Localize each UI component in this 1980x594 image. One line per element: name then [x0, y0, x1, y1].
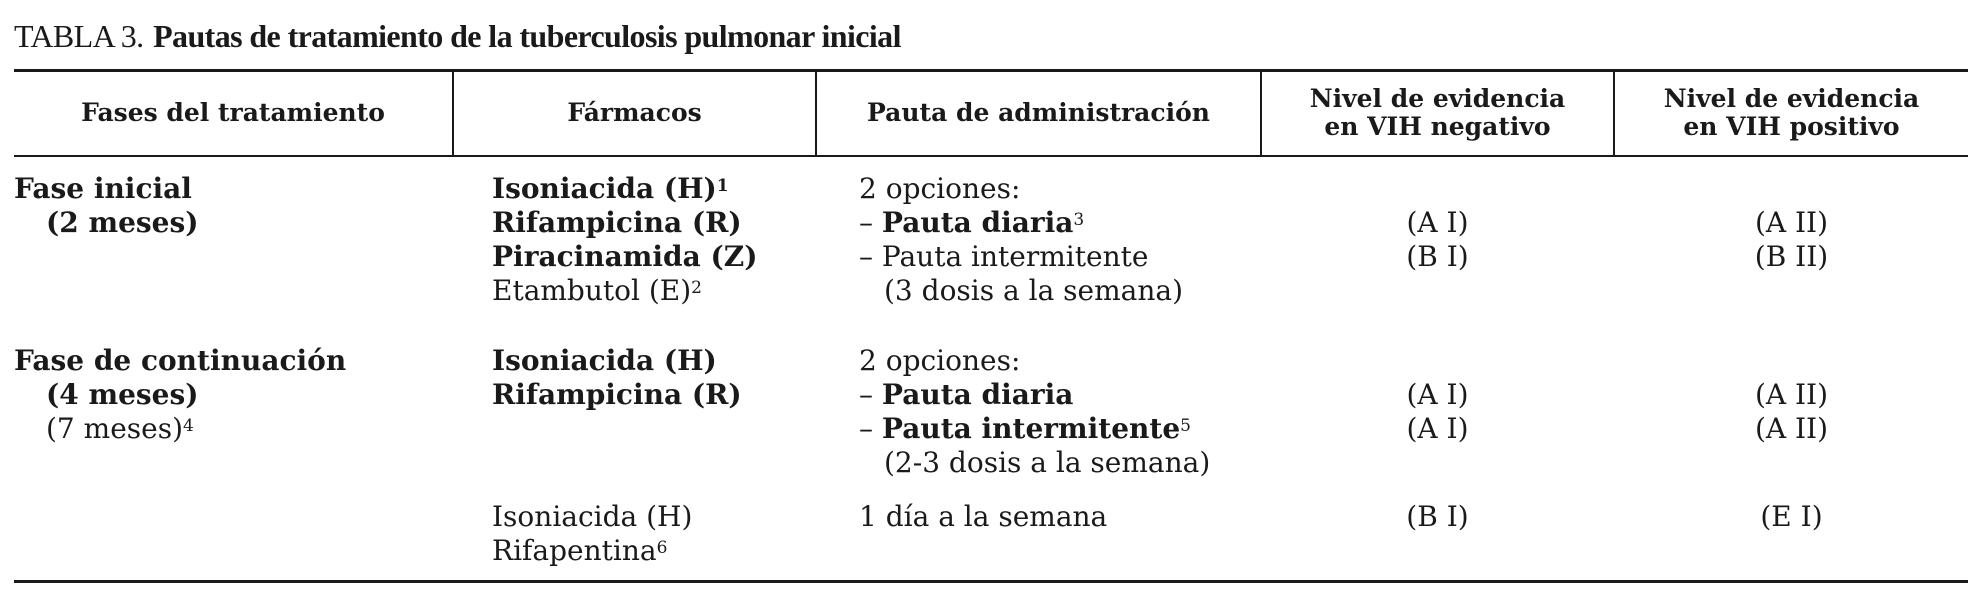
- initial-drug-isoniazid: Isoniacida $(H)^1$: [492, 172, 729, 205]
- header-hiv-negative-line2: en VIH negativo: [1324, 112, 1551, 141]
- initial-regimen-options: 2 opciones:: [859, 172, 1021, 205]
- header-drugs-label: Fármacos: [567, 98, 702, 127]
- initial-drug-rifampicin: Rifampicina (R): [492, 206, 742, 239]
- continuation-regimen-daily: – Pauta diaria: [859, 378, 1074, 411]
- initial-daily-evidence-hiv-negative: (A I): [1406, 206, 1469, 239]
- header-evidence-hiv-negative: [1262, 71, 1613, 155]
- initial-regimen-daily: – Pauta diaria$^3$: [859, 206, 1085, 239]
- weekly-regimen: 1 día a la semana: [859, 500, 1108, 533]
- continuation-intermittent-evidence-hiv-negative: (A I): [1406, 412, 1469, 445]
- initial-regimen-intermittent: – Pauta intermitente: [859, 240, 1149, 273]
- footnote-ref: 5: [1180, 416, 1191, 436]
- continuation-phase-duration: (4 meses): [46, 378, 199, 411]
- table-caption: Pautas de tratamiento de la tuberculosis pulmonar inicial: [153, 18, 901, 54]
- table-title: [14, 14, 901, 58]
- initial-phase-duration: (2 meses): [46, 206, 199, 239]
- initial-phase-name: Fase inicial: [14, 172, 192, 205]
- continuation-regimen-intermittent: – Pauta intermitente$^5$: [859, 412, 1191, 445]
- continuation-phase-alt-duration: (7 meses)$^4$: [46, 412, 194, 445]
- header-phases: [14, 71, 452, 155]
- initial-intermittent-evidence-hiv-negative: (B I): [1406, 240, 1469, 273]
- continuation-drug-rifampicin: Rifampicina (R): [492, 378, 742, 411]
- initial-regimen-intermittent-detail: (3 dosis a la semana): [884, 274, 1183, 307]
- continuation-daily-evidence-hiv-negative: (A I): [1406, 378, 1469, 411]
- footnote-ref: 1: [716, 176, 729, 196]
- header-drugs: [454, 71, 815, 155]
- continuation-daily-evidence-hiv-positive: (A II): [1754, 378, 1829, 411]
- header-phases-label: Fases del tratamiento: [81, 98, 385, 127]
- weekly-drug-isoniazid: Isoniacida (H): [492, 500, 693, 533]
- continuation-regimen-options: 2 opciones:: [859, 344, 1021, 377]
- continuation-intermittent-evidence-hiv-positive: (A II): [1754, 412, 1829, 445]
- header-rule: [14, 155, 1968, 157]
- continuation-phase-name: Fase de continuación: [14, 344, 347, 377]
- table-number: TABLA 3.: [14, 18, 144, 54]
- initial-drug-pyrazinamide: Piracinamida (Z): [492, 240, 758, 273]
- footnote-ref: 2: [691, 278, 702, 298]
- weekly-evidence-hiv-positive: (E I): [1760, 500, 1823, 533]
- footnote-ref: 3: [1073, 210, 1085, 230]
- continuation-regimen-intermittent-detail: (2-3 dosis a la semana): [884, 446, 1211, 479]
- initial-daily-evidence-hiv-positive: (A II): [1754, 206, 1829, 239]
- weekly-evidence-hiv-negative: (B I): [1406, 500, 1469, 533]
- footnote-ref: 4: [183, 416, 194, 436]
- header-evidence-hiv-positive: [1615, 71, 1968, 155]
- header-hiv-positive-line2: en VIH positivo: [1683, 112, 1900, 141]
- header-hiv-negative-line1: Nivel de evidencia: [1309, 84, 1566, 113]
- header-regimen-label: Pauta de administración: [867, 98, 1210, 127]
- header-regimen: [817, 71, 1260, 155]
- continuation-drug-isoniazid: Isoniacida (H): [492, 344, 717, 377]
- header-hiv-positive-line1: Nivel de evidencia: [1663, 84, 1920, 113]
- initial-intermittent-evidence-hiv-positive: (B II): [1754, 240, 1829, 273]
- weekly-drug-rifapentine: Rifapentina$^6$: [492, 534, 668, 567]
- initial-drug-ethambutol: Etambutol $(E)^2$: [492, 274, 702, 307]
- footnote-ref: 6: [656, 538, 668, 558]
- bottom-rule: [14, 580, 1968, 583]
